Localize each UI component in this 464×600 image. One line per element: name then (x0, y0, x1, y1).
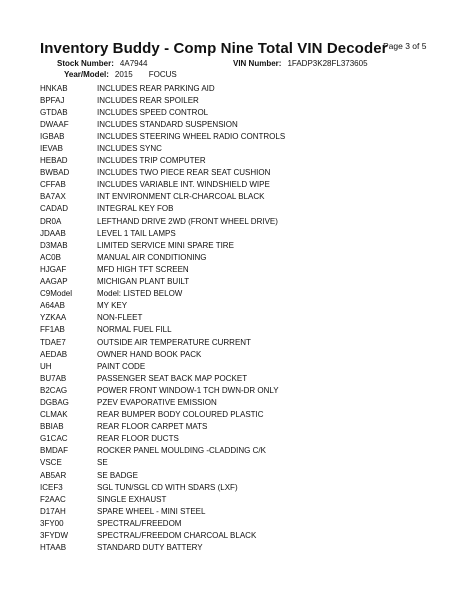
option-description: INCLUDES TWO PIECE REAR SEAT CUSHION (97, 168, 271, 178)
option-description: LEVEL 1 TAIL LAMPS (97, 228, 176, 238)
option-code: JDAAB (40, 228, 66, 238)
vin-number-label: VIN Number: (233, 59, 282, 68)
option-code: UH (40, 361, 52, 371)
option-code: 3FYDW (40, 531, 68, 541)
list-item (40, 409, 285, 421)
option-code: CLMAK (40, 410, 68, 420)
option-code: BU7AB (40, 373, 67, 383)
option-code: DGBAG (40, 397, 69, 407)
option-code: HTAAB (40, 543, 67, 553)
option-description: ROCKER PANEL MOULDING -CLADDING C/K (97, 446, 266, 456)
option-code: BA7AX (40, 192, 66, 202)
option-code: HNKAB (40, 83, 68, 93)
option-code: HEBAD (40, 156, 68, 166)
option-code: D17AH (40, 506, 66, 516)
option-description: STANDARD DUTY BATTERY (97, 543, 203, 553)
option-code: HJGAF (40, 264, 67, 274)
option-description: SINGLE EXHAUST (97, 494, 167, 504)
option-code: AEDAB (40, 349, 68, 359)
option-code: YZKAA (40, 313, 67, 323)
option-description: INCLUDES TRIP COMPUTER (97, 156, 206, 166)
list-item (40, 251, 285, 263)
option-description: MANUAL AIR CONDITIONING (97, 252, 207, 262)
option-code: IGBAB (40, 131, 65, 141)
stock-number-value: 4A7944 (119, 59, 148, 68)
option-description: REAR FLOOR CARPET MATS (97, 422, 208, 432)
list-item (40, 288, 285, 300)
option-code: B2CAG (40, 385, 68, 395)
list-item (40, 396, 285, 408)
list-item (40, 179, 285, 191)
list-item (40, 276, 285, 288)
list-item (40, 142, 285, 154)
option-description: PASSENGER SEAT BACK MAP POCKET (97, 373, 248, 383)
list-item (40, 457, 285, 469)
option-code: A64AB (40, 301, 65, 311)
option-code: ICEF3 (40, 482, 63, 492)
option-code: FF1AB (40, 325, 65, 335)
vin-number-line (233, 59, 368, 68)
option-description: MFD HIGH TFT SCREEN (97, 264, 189, 274)
list-item (40, 227, 285, 239)
option-code: IEVAB (40, 144, 63, 154)
option-description: SPARE WHEEL - MINI STEEL (97, 506, 206, 516)
option-description: MY KEY (97, 301, 128, 311)
stock-number-line (57, 59, 148, 68)
option-description: OWNER HAND BOOK PACK (97, 349, 202, 359)
option-code: AC0B (40, 252, 61, 262)
list-item (40, 433, 285, 445)
option-description: INTEGRAL KEY FOB (97, 204, 174, 214)
option-description: SPECTRAL/FREEDOM CHARCOAL BLACK (97, 531, 257, 541)
list-item (40, 118, 285, 130)
list-item (40, 324, 285, 336)
option-description: NON-FLEET (97, 313, 143, 323)
option-description: NORMAL FUEL FILL (97, 325, 172, 335)
option-description: OUTSIDE AIR TEMPERATURE CURRENT (97, 337, 251, 347)
list-item (40, 360, 285, 372)
list-item (40, 203, 285, 215)
list-item (40, 529, 285, 541)
option-description: SE BADGE (97, 470, 138, 480)
option-code-list (40, 82, 285, 554)
option-description: INCLUDES STEERING WHEEL RADIO CONTROLS (97, 131, 286, 141)
option-code: BWBAD (40, 168, 70, 178)
list-item (40, 445, 285, 457)
option-code: CFFAB (40, 180, 66, 190)
model-value: FOCUS (148, 70, 177, 79)
list-item (40, 505, 285, 517)
list-item (40, 469, 285, 481)
option-code: BMDAF (40, 446, 68, 456)
option-code: TDAE7 (40, 337, 66, 347)
list-item (40, 312, 285, 324)
list-item (40, 167, 285, 179)
option-description: SGL TUN/SGL CD WITH SDARS (LXF) (97, 482, 238, 492)
option-code: BBIAB (40, 422, 64, 432)
option-description: INCLUDES SPEED CONTROL (97, 107, 209, 117)
list-item (40, 94, 285, 106)
list-item (40, 106, 285, 118)
option-code: AAGAP (40, 277, 68, 287)
option-code: DWAAF (40, 119, 69, 129)
option-code: 3FY00 (40, 518, 64, 528)
option-code: D3MAB (40, 240, 68, 250)
list-item (40, 384, 285, 396)
option-description: REAR BUMPER BODY COLOURED PLASTIC (97, 410, 264, 420)
page-number: Page 3 of 5 (383, 41, 427, 51)
list-item (40, 481, 285, 493)
list-item (40, 336, 285, 348)
year-value: 2015 (114, 70, 133, 79)
list-item (40, 300, 285, 312)
option-code: C9Model (40, 289, 73, 299)
option-description: SE (97, 458, 108, 468)
list-item (40, 191, 285, 203)
list-item (40, 155, 285, 167)
list-item (40, 239, 285, 251)
document-title: Inventory Buddy - Comp Nine Total VIN Decoder (40, 40, 388, 57)
option-description: INCLUDES REAR SPOILER (97, 95, 199, 105)
option-description: MICHIGAN PLANT BUILT (97, 277, 190, 287)
list-item (40, 372, 285, 384)
option-description: INCLUDES SYNC (97, 144, 162, 154)
option-description: REAR FLOOR DUCTS (97, 434, 179, 444)
year-model-line (64, 70, 177, 79)
list-item (40, 517, 285, 529)
option-code: BPFAJ (40, 95, 65, 105)
option-description: PAINT CODE (97, 361, 146, 371)
option-code: F2AAC (40, 494, 66, 504)
option-description: LEFTHAND DRIVE 2WD (FRONT WHEEL DRIVE) (97, 216, 278, 226)
list-item (40, 263, 285, 275)
option-description: INCLUDES REAR PARKING AID (97, 83, 215, 93)
year-model-label: Year/Model: (64, 70, 109, 79)
option-description: POWER FRONT WINDOW-1 TCH DWN-DR ONLY (97, 385, 279, 395)
list-item (40, 348, 285, 360)
option-code: AB5AR (40, 470, 67, 480)
list-item (40, 215, 285, 227)
option-code: VSCE (40, 458, 62, 468)
list-item (40, 421, 285, 433)
option-description: PZEV EVAPORATIVE EMISSION (97, 397, 217, 407)
option-description: INT ENVIRONMENT CLR-CHARCOAL BLACK (97, 192, 265, 202)
option-description: INCLUDES VARIABLE INT. WINDSHIELD WIPE (97, 180, 270, 190)
option-code: DR0A (40, 216, 62, 226)
option-description: Model: LISTED BELOW (97, 289, 183, 299)
option-code: CADAD (40, 204, 69, 214)
list-item (40, 82, 285, 94)
list-item (40, 493, 285, 505)
list-item (40, 130, 285, 142)
option-description: SPECTRAL/FREEDOM (97, 518, 182, 528)
option-code: GTDAB (40, 107, 68, 117)
option-description: INCLUDES STANDARD SUSPENSION (97, 119, 238, 129)
option-description: LIMITED SERVICE MINI SPARE TIRE (97, 240, 234, 250)
vin-number-value: 1FADP3K28FL373605 (287, 59, 368, 68)
list-item (40, 542, 285, 554)
option-code: G1CAC (40, 434, 68, 444)
stock-number-label: Stock Number: (57, 59, 114, 68)
